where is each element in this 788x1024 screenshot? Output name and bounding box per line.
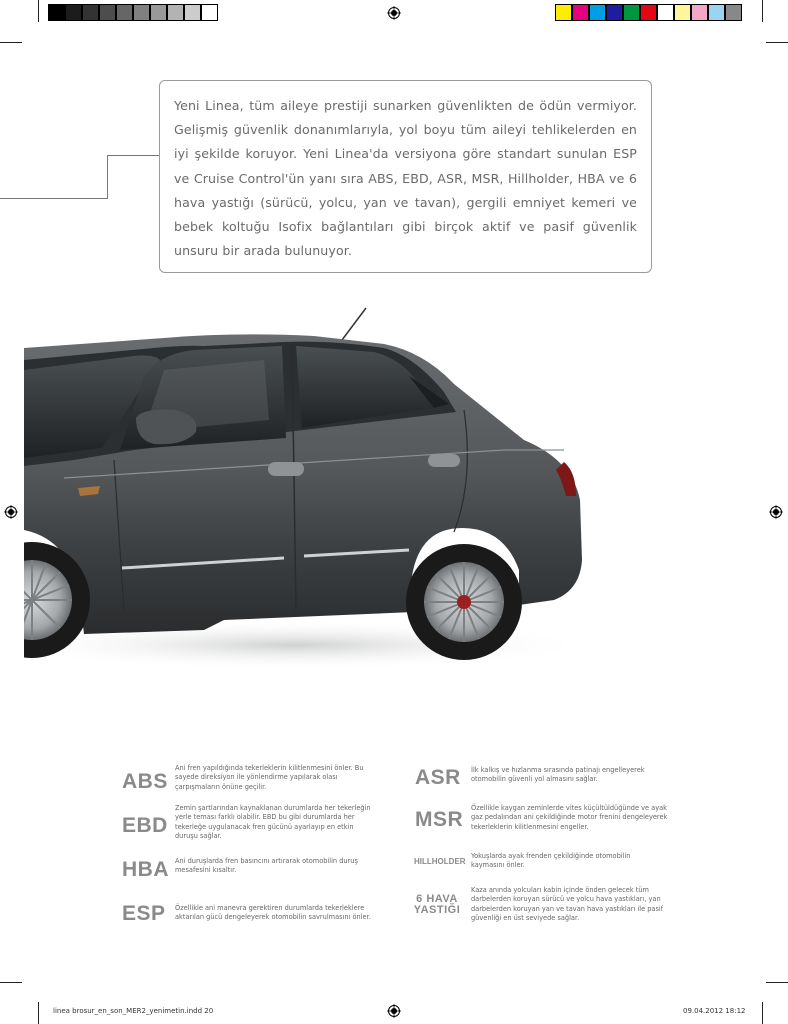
swatch [657, 4, 674, 21]
feature-asr [413, 764, 673, 792]
crop-mark [762, 0, 763, 22]
swatch [184, 4, 201, 21]
crop-mark [766, 42, 788, 43]
swatch [65, 4, 82, 21]
swatch [555, 4, 572, 21]
feature-description: Yokuşlarda ayak frenden çekildiğinde otomobilin kaymasını önler. [471, 852, 631, 870]
crop-mark [766, 982, 788, 983]
feature-code: MSR [415, 808, 464, 831]
swatch [725, 4, 742, 21]
feature-msr [413, 804, 673, 838]
swatch [606, 4, 623, 21]
crop-mark [38, 0, 39, 22]
intro-box [159, 80, 652, 273]
callout-line [0, 198, 108, 199]
swatch [691, 4, 708, 21]
feature-hba [120, 856, 390, 884]
registration-mark-icon [387, 1004, 401, 1018]
feature-description: İlk kalkış ve hızlanma sırasında patinajı engelleyerek otomobilin güvenli yol almasını sağlar. [471, 766, 645, 784]
feature-hillholder [413, 852, 673, 874]
swatch [150, 4, 167, 21]
feature-code: HBA [122, 858, 169, 881]
callout-line [107, 155, 108, 199]
swatch [133, 4, 150, 21]
swatch [82, 4, 99, 21]
car-illustration [24, 300, 584, 695]
registration-mark-icon [769, 505, 783, 519]
swatch [674, 4, 691, 21]
feature-abs [120, 764, 390, 798]
swatch [99, 4, 116, 21]
registration-mark-icon [387, 6, 401, 20]
feature-esp [120, 900, 390, 928]
feature-code: EBD [122, 814, 168, 837]
swatch [572, 4, 589, 21]
swatch [48, 4, 65, 21]
color-bar-right [555, 4, 742, 21]
feature-description: Özellikle ani manevra gerektiren durumlarda tekerleklere aktarılan gücü dengeleyerek otomobilin savrulmasını önler. [175, 904, 371, 922]
feature-ebd [120, 804, 390, 848]
callout-line [107, 155, 159, 156]
crop-mark [0, 42, 22, 43]
feature-code: ASR [415, 766, 461, 789]
feature-description: Zemin şartlarından kaynaklanan durumlarda her tekerleğin yerle teması farklı olabilir. EBD bu gibi durumlarda her tekerleğe uygulanacak fren gücünü ayarlayıp en etkin duruşu sağlar. [175, 804, 371, 841]
feature-description: Kaza anında yolcuları kabin içinde önden gelecek tüm darbelerden koruyan sürücü ve yolcu hava yastıkları, yan darbelerden koruyan yan ve tavan hava yastıkları ile pasif güvenliği en üst seviyede sağlar. [471, 886, 664, 923]
swatch [589, 4, 606, 21]
swatch [167, 4, 184, 21]
color-bar-left [48, 4, 218, 21]
footer-timestamp: 09.04.2012 18:12 [683, 1007, 746, 1015]
swatch [640, 4, 657, 21]
crop-mark [762, 1002, 763, 1024]
feature-code: ESP [122, 902, 166, 925]
crop-mark [38, 1002, 39, 1024]
registration-mark-icon [4, 505, 18, 519]
feature-description: Ani fren yapıldığında tekerleklerin kilitlenmesini önler. Bu sayede direksiyon ile yönlendirme yapılarak olası çarpışmaların önüne geçilir. [175, 764, 364, 791]
feature-code: 6 HAVA YASTIĞI [413, 893, 461, 916]
swatch [116, 4, 133, 21]
feature-code: HILLHOLDER [414, 857, 466, 866]
footer-file-name: linea brosur_en_son_MER2_yenimetin.indd 20 [53, 1007, 214, 1015]
feature-airbags [413, 886, 673, 930]
intro-text: Yeni Linea, tüm aileye prestiji sunarken güvenlikten de ödün vermiyor. Gelişmiş güvenlik donanımlarıyla, yol boyu tüm aileyi tehlikelerden en iyi şekilde koruyor. Yeni Linea'da versiyona göre standart sunulan ESP ve Cruise Control'ün yanı sıra ABS, EBD, ASR, MSR, Hillholder, HBA ve 6 hava yastığı (sürücü, yolcu, yan ve tavan), gergili emniyet kemeri ve bebek koltuğu Isofix bağlantıları gibi birçok aktif ve pasif güvenlik unsuru bir arada bulunuyor. [174, 98, 637, 259]
feature-code: ABS [122, 770, 168, 793]
feature-description: Özellikle kaygan zeminlerde vites küçültüldüğünde ve ayak gaz pedalından ani çekildiğinde motor frenini dengeleyerek tekerleklerin kilitlenmesini engeller. [471, 804, 668, 831]
swatch [623, 4, 640, 21]
swatch [201, 4, 218, 21]
swatch [708, 4, 725, 21]
car-image [24, 300, 584, 695]
feature-description: Ani duruşlarda fren basıncını artırarak otomobilin duruş mesafesini kısaltır. [175, 857, 358, 875]
crop-mark [0, 982, 22, 983]
